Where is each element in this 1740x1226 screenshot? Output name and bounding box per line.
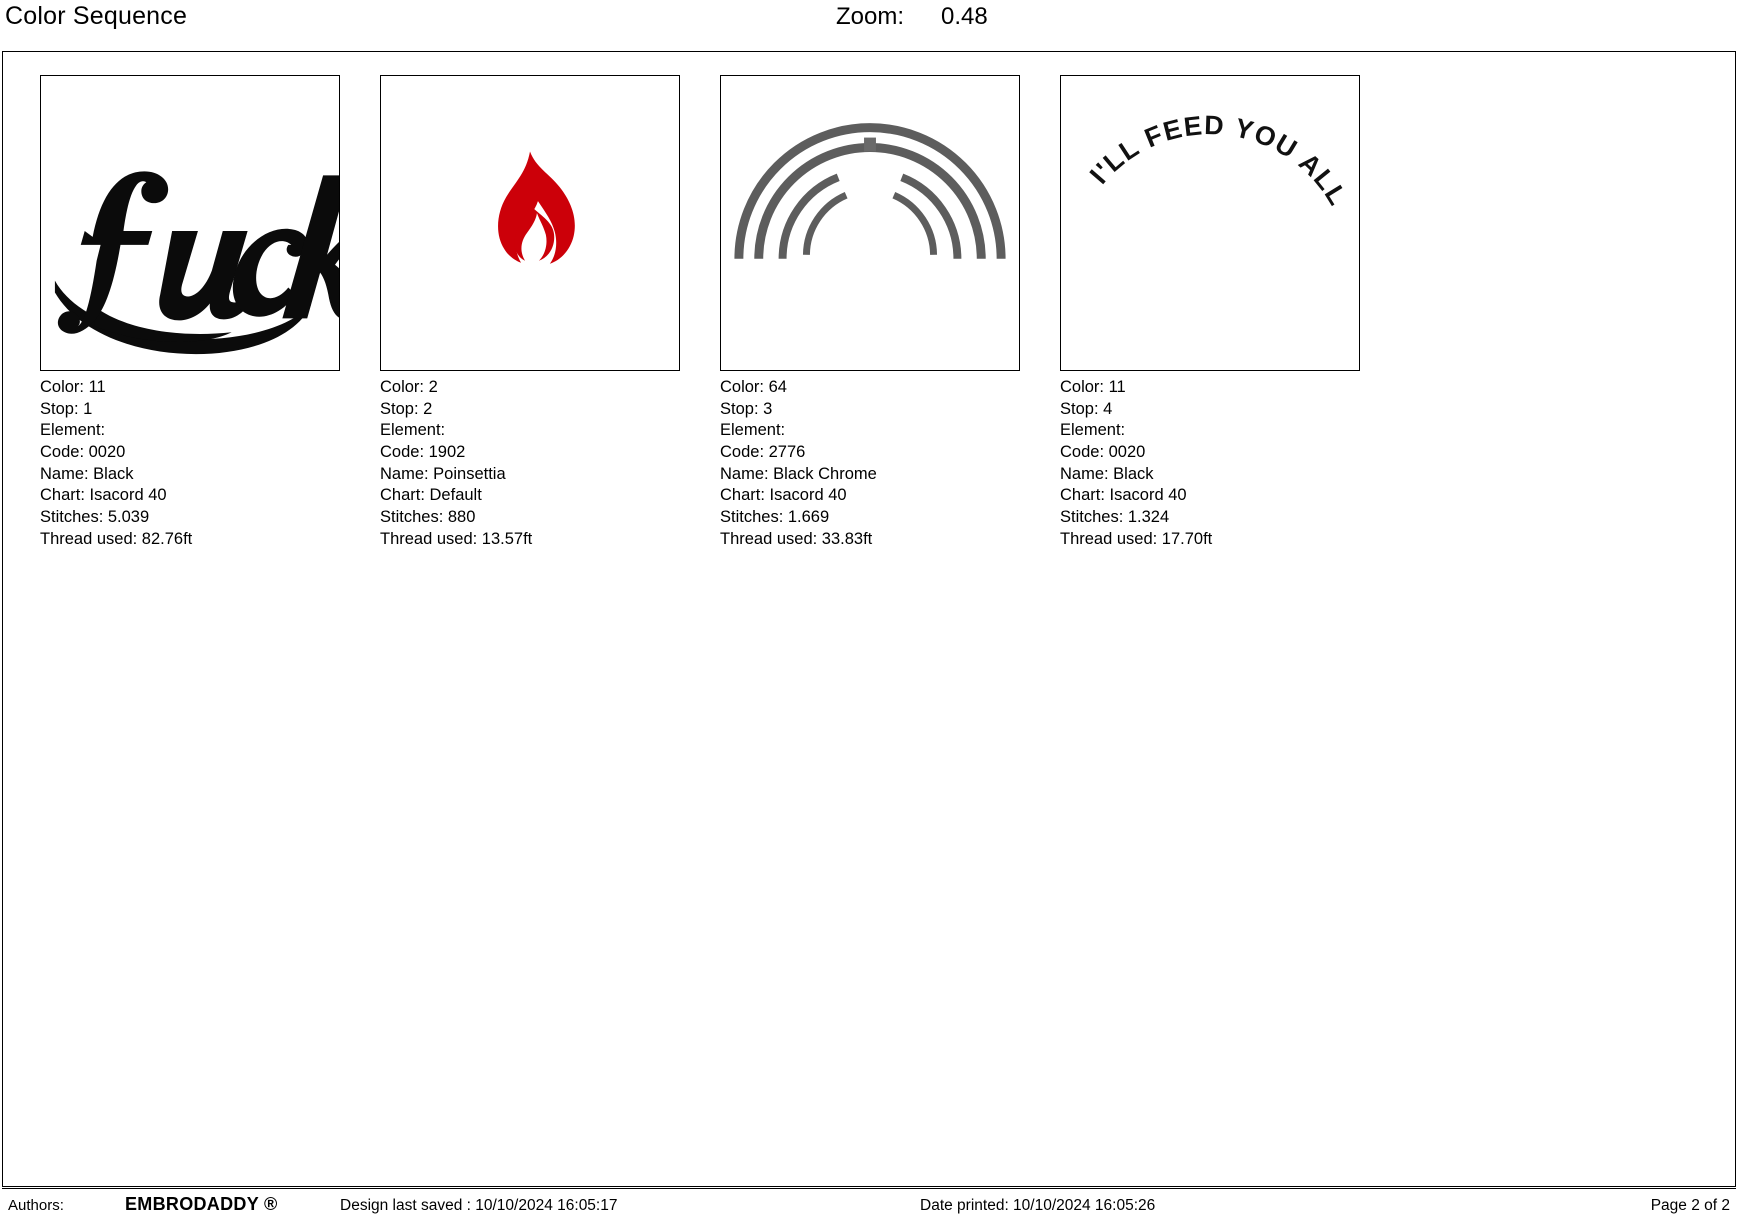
color-sequence-item [1060, 75, 1400, 551]
stitches-value: Stitches: 1.669 [720, 508, 830, 527]
chart-value: Chart: Isacord 40 [40, 486, 167, 505]
zoom-value: 0.48 [941, 3, 988, 30]
name-value: Name: Black [1060, 464, 1154, 483]
stop-number: Stop: 3 [720, 399, 773, 418]
name-value: Name: Poinsettia [380, 464, 506, 483]
element-label: Element: [720, 421, 786, 440]
code-value: Code: 0020 [1060, 443, 1146, 462]
color-info-3 [720, 377, 1060, 551]
page-number: Page 2 of 2 [1650, 1197, 1730, 1214]
chart-value: Chart: Default [380, 486, 482, 505]
color-info-2 [380, 377, 720, 551]
document-header [0, 0, 1740, 50]
footer-divider [2, 1188, 1736, 1189]
chart-value: Chart: Isacord 40 [1060, 486, 1187, 505]
code-value: Code: 0020 [40, 443, 126, 462]
svg-text:I'LL FEED YOU ALL [1084, 110, 1354, 211]
design-thumbnail-1[interactable] [40, 75, 340, 371]
authors-label: Authors: [8, 1197, 64, 1214]
design-last-saved: Design last saved : 10/10/2024 16:05:17 [340, 1197, 618, 1214]
design-thumbnail-2[interactable] [380, 75, 680, 371]
code-value: Code: 2776 [720, 443, 806, 462]
fuckers-script-icon [41, 76, 339, 370]
element-label: Element: [40, 421, 106, 440]
color-info-1 [40, 377, 380, 551]
thread-used-value: Thread used: 33.83ft [720, 529, 873, 548]
thread-used-value: Thread used: 13.57ft [380, 529, 533, 548]
arc-text-content: I'LL FEED YOU ALL [1083, 110, 1354, 212]
design-thumbnail-3[interactable] [720, 75, 1020, 371]
stitches-value: Stitches: 1.324 [1060, 508, 1170, 527]
color-sequence-item [380, 75, 720, 551]
page-title: Color Sequence [5, 2, 188, 30]
name-value: Name: Black Chrome [720, 464, 877, 483]
color-number: Color: 11 [40, 378, 106, 396]
stop-number: Stop: 1 [40, 399, 93, 418]
stop-number: Stop: 2 [380, 399, 433, 418]
document-footer [0, 1192, 1740, 1226]
color-number: Color: 64 [720, 378, 787, 396]
date-printed: Date printed: 10/10/2024 16:05:26 [920, 1197, 1156, 1214]
color-info-4 [1060, 377, 1400, 551]
brand-logo: EMBRODADDY ® [125, 1194, 278, 1214]
color-sequence-item [720, 75, 1060, 551]
color-sequence-list [40, 75, 1400, 551]
arc-text-icon [1061, 76, 1359, 370]
color-sequence-item [40, 75, 380, 551]
arches-icon [721, 76, 1019, 370]
color-number: Color: 11 [1060, 378, 1126, 396]
zoom-label: Zoom: [836, 3, 905, 30]
color-number: Color: 2 [380, 378, 438, 396]
element-label: Element: [1060, 421, 1126, 440]
design-thumbnail-4[interactable] [1060, 75, 1360, 371]
code-value: Code: 1902 [380, 443, 466, 462]
thread-used-value: Thread used: 82.76ft [40, 529, 193, 548]
thread-used-value: Thread used: 17.70ft [1060, 529, 1213, 548]
flame-icon [381, 76, 679, 370]
stop-number: Stop: 4 [1060, 399, 1113, 418]
element-label: Element: [380, 421, 446, 440]
chart-value: Chart: Isacord 40 [720, 486, 847, 505]
stitches-value: Stitches: 880 [380, 508, 476, 527]
stitches-value: Stitches: 5.039 [40, 508, 150, 527]
name-value: Name: Black [40, 464, 134, 483]
